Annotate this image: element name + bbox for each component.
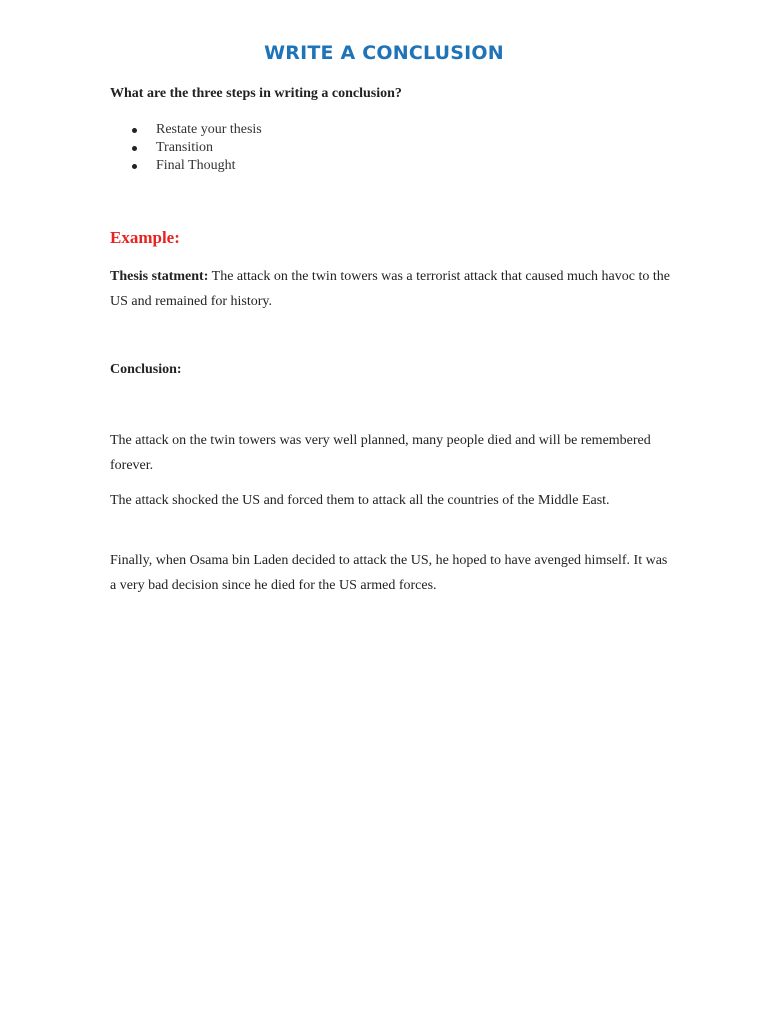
thesis-label: Thesis statment: (110, 269, 209, 284)
bullet-icon (132, 128, 137, 133)
step-label: Transition (156, 140, 214, 155)
question-heading: What are the three steps in writing a conclusion? (110, 86, 402, 101)
bullet-icon (132, 164, 137, 169)
step-label: Restate your thesis (156, 122, 262, 137)
thesis-paragraph (110, 264, 670, 314)
bullet-icon (132, 146, 137, 151)
step-label: Final Thought (156, 158, 236, 173)
steps-list (132, 121, 262, 175)
conclusion-heading: Conclusion: (110, 362, 182, 377)
page-title: WRITE A CONCLUSION (264, 42, 504, 64)
conclusion-paragraph: The attack on the twin towers was very well planned, many people died and will be remembered forever. (110, 433, 651, 473)
conclusion-paragraph: Finally, when Osama bin Laden decided to attack the US, he hoped to have avenged himself. It was a very bad decision since he died for the US armed forces. (110, 553, 668, 593)
example-heading: Example: (110, 228, 180, 247)
list-item (132, 157, 262, 175)
conclusion-paragraph: The attack shocked the US and forced them to attack all the countries of the Middle East. (110, 493, 610, 508)
list-item (132, 121, 262, 139)
list-item (132, 139, 262, 157)
thesis-text: The attack on the twin towers was a terrorist attack that caused much havoc to the US and remained for history. (110, 269, 670, 309)
